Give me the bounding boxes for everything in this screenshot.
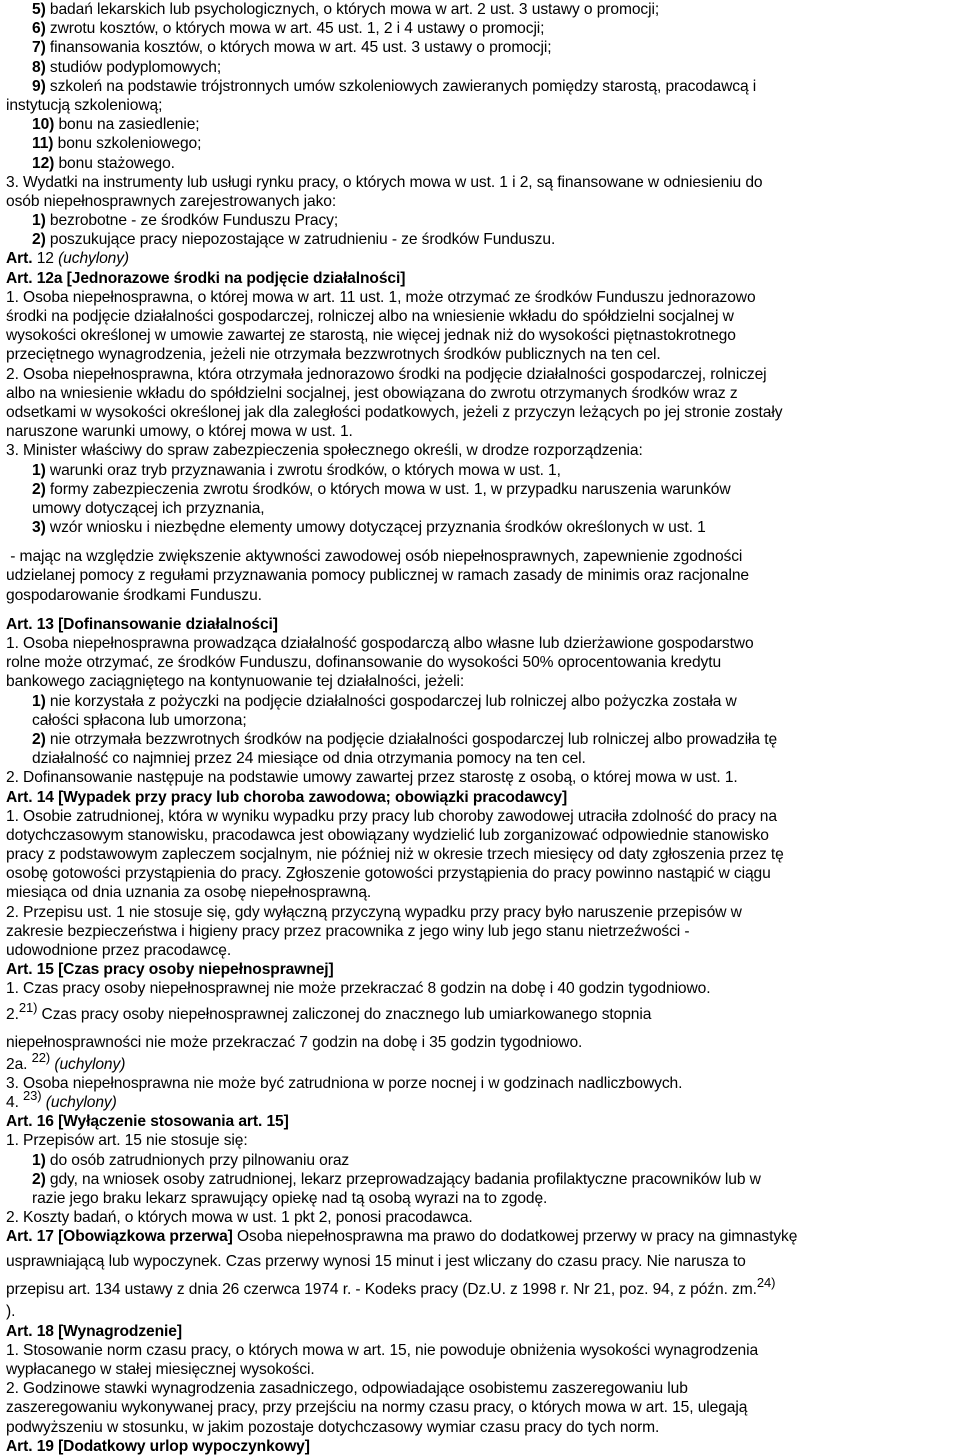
text-run: udzielanej pomocy z regułami przyznawania pomocy publicznej w ramach zasady de minimis oraz racjonalne [6, 567, 749, 585]
text-line [6, 1074, 954, 1093]
text-run: bankowego zaciągniętego na kontynuowanie tej działalności, jeżeli: [6, 673, 465, 691]
text-run: 2. Godzinowe stawki wynagrodzenia zasadniczego, odpowiadające osobistemu zaszeregowaniu lub [6, 1380, 688, 1398]
text-run: 12) [32, 154, 55, 172]
text-line [6, 1322, 954, 1341]
text-run: 5) [32, 1, 46, 18]
text-run: 2) [32, 231, 46, 249]
text-run: osób niepełnosprawnych zarejestrowanych jako: [6, 192, 337, 210]
text-line [6, 826, 954, 845]
text-line [6, 518, 954, 537]
text-line [6, 1437, 954, 1456]
text-line [6, 1379, 954, 1398]
text-run: przepisu art. 134 ustawy z dnia 26 czerwca 1974 r. - Kodeks pracy (Dz.U. z 1998 r. Nr 21, poz. 94, z późn. zm. [6, 1281, 757, 1299]
text-line [6, 1170, 954, 1189]
text-run: 1. Przepisów art. 15 nie stosuje się: [6, 1132, 248, 1150]
text-run: 15 [Czas pracy osoby niepełnosprawnej] [32, 961, 334, 979]
text-run: środki na podjęcie działalności gospodarczej, rolniczej albo na wniesienie wkładu do spółdzielni socjalnej w [6, 308, 734, 325]
text-line [6, 1302, 954, 1321]
text-line [6, 192, 954, 211]
text-run: 1. Osobie zatrudnionej, która w wyniku wypadku przy pracy lub choroby zawodowej utraciła zdolność do pracy na [6, 807, 777, 825]
text-run: naruszone warunki umowy, o której mowa w ust. 1. [6, 423, 353, 441]
text-run: instytucją szkoleniową; [6, 96, 163, 114]
text-line [6, 269, 954, 288]
text-run: przeciętnego wynagrodzenia, jeżeli nie otrzymała bezzwrotnych środków publicznych na ten cel. [6, 346, 661, 364]
text-line [6, 634, 954, 653]
text-line [6, 480, 954, 499]
text-line [6, 326, 954, 345]
text-line [6, 615, 954, 634]
text-line [6, 730, 954, 749]
text-line [6, 1027, 954, 1055]
text-run: 4. [6, 1093, 24, 1111]
text-run: nie korzystała z pożyczki na podjęcie działalności gospodarczej lub rolniczej albo pożyczka została w [45, 692, 737, 710]
text-run: 1. Osoba niepełnosprawna, o której mowa w art. 11 ust. 1, może otrzymać ze środków Funduszu jednorazowo [6, 288, 756, 306]
text-line [6, 1418, 954, 1437]
text-run: zaszeregowaniu wykonywanej pracy, przy przejściu na normy czasu pracy, o których mowa w art. 15, ulegają [6, 1399, 748, 1417]
text-line [6, 1189, 954, 1208]
text-run: 2. Przepisu ust. 1 nie stosuje się, gdy wyłączną przyczyną wypadku przy pracy było naruszenie przepisów w [6, 903, 742, 921]
text-run: wysokości określonej w umowie zawartej ze starostą, nie więcej jednak niż do wysokości piętnastokrotnego [6, 327, 736, 345]
paragraph-gap [6, 605, 954, 615]
text-line [6, 864, 954, 883]
footnote-ref: 24) [756, 1275, 776, 1291]
text-run: 3. Osoba niepełnosprawna nie może być zatrudniona w porze nocnej i w godzinach nadliczbowych. [6, 1074, 683, 1092]
text-run: 3) [32, 519, 46, 537]
text-run: 10) [32, 116, 55, 134]
text-run: Art. [6, 788, 33, 806]
text-line [6, 19, 954, 38]
text-run: nie otrzymała bezzwrotnych środków na podjęcie działalności gospodarczej lub rolniczej albo prowadziła tę [45, 730, 778, 748]
text-line [6, 58, 954, 77]
text-run: Czas pracy osoby niepełnosprawnej zaliczonej do znacznego lub umiarkowanego stopnia [37, 1005, 652, 1023]
text-run: Art. [6, 1228, 33, 1246]
text-run: razie jego braku lekarz sprawujący opiekę nad tą osobą wyrazi na to zgodę. [32, 1189, 548, 1207]
text-line [6, 1227, 954, 1246]
text-run: warunki oraz tryb przyznawania i zwrotu środków, o których mowa w ust. 1, [45, 461, 561, 479]
text-run: 18 [Wynagrodzenie] [32, 1322, 182, 1340]
text-run: 13 [Dofinansowanie działalności] [32, 615, 278, 633]
text-run: (uchylony) [41, 1093, 117, 1111]
text-run: 14 [Wypadek przy pracy lub choroba zawodowa; obowiązki pracodawcy] [32, 788, 568, 806]
text-run: pracy z podstawowym zapleczem socjalnym, nie później niż w okresie trzech miesięcy od daty zgłoszenia przez tę [6, 846, 784, 864]
text-run: bonu szkoleniowego; [53, 135, 202, 153]
text-line [6, 345, 954, 364]
text-line [6, 365, 954, 384]
text-line [6, 1112, 954, 1131]
text-run: 12a [Jednorazowe środki na podjęcie działalności] [32, 269, 406, 287]
footnote-ref: 23) [23, 1087, 42, 1103]
text-run: Osoba niepełnosprawna ma prawo do dodatkowej przerwy w pracy na gimnastykę [232, 1228, 798, 1246]
text-run: bezrobotne - ze środków Funduszu Pracy; [45, 212, 339, 230]
text-run: osobę gotowości przystąpienia do pracy. Zgłoszenie gotowości przystąpienia do pracy powinno nastąpić w ciągu [6, 865, 771, 883]
paragraph-gap [6, 537, 954, 547]
text-run: wzór wniosku i niezbędne elementy umowy dotyczącej przyznania środków określonych w ust. 1 [45, 519, 706, 537]
text-run: 3. Wydatki na instrumenty lub usługi rynku pracy, o których mowa w ust. 1 i 2, są finansowane w odniesieniu do [6, 173, 763, 191]
text-line [6, 461, 954, 480]
text-run: działalność co najmniej przez 24 miesiące od dnia otrzymania pomocy na ten cel. [32, 750, 586, 768]
text-line [6, 441, 954, 460]
text-run: 19 [Dodatkowy urlop wypoczynkowy] [32, 1437, 310, 1455]
text-line [6, 1274, 954, 1302]
text-run: 1) [32, 692, 46, 710]
text-run: 9) [32, 77, 46, 95]
text-run: dotychczasowym stanowisku, pracodawca jest obowiązany wydzielić lub zorganizować odpowiednie stanowisko [6, 826, 769, 844]
text-run: 2) [32, 1170, 46, 1188]
text-line [6, 1087, 954, 1112]
text-run: 7) [32, 39, 46, 57]
text-line [6, 1341, 954, 1360]
text-line [6, 1049, 954, 1074]
text-run: 11) [32, 135, 54, 153]
text-run: bonu stażowego. [54, 154, 175, 172]
text-line [6, 154, 954, 173]
text-run: gospodarowanie środkami Funduszu. [6, 586, 262, 604]
text-run: (uchylony) [50, 1055, 126, 1073]
text-line [6, 788, 954, 807]
text-run: udowodnione przez pracodawcę. [6, 942, 232, 959]
text-run: 1) [32, 212, 46, 230]
text-line [6, 134, 954, 153]
text-line [6, 653, 954, 672]
text-line [6, 768, 954, 787]
footnote-ref: 22) [31, 1049, 51, 1065]
text-run: odsetkami w wysokości określonej jak dla zaległości podatkowych, jeżeli z przyczyn leżących po jej stronie zostały [6, 403, 783, 421]
text-run: gdy, na wniosek osoby zatrudnionej, lekarz przeprowadzający badania profilaktyczne pracowników lub w [45, 1170, 761, 1188]
text-run: umowy dotyczącej ich przyznania, [32, 499, 265, 517]
text-run: finansowania kosztów, o których mowa w art. 45 ust. 3 ustawy o promocji; [45, 39, 552, 57]
text-run: miesiąca od dnia uznania za osobę niepełnosprawną. [6, 884, 372, 902]
text-line [6, 672, 954, 691]
text-line [6, 566, 954, 585]
text-run: 3. Minister właściwy do spraw zabezpieczenia społecznego określi, w drodze rozporządzenia: [6, 442, 643, 460]
text-line [6, 0, 954, 19]
text-run: ). [6, 1303, 16, 1321]
text-line [6, 547, 954, 566]
text-run: 2. [6, 1005, 19, 1023]
text-run: formy zabezpieczenia zwrotu środków, o których mowa w ust. 1, w przypadku naruszenia warunków [45, 480, 731, 498]
text-run: 2. Dofinansowanie następuje na podstawie umowy zawartej przez starostę z osobą, o której mowa w ust. 1. [6, 769, 738, 787]
text-line [6, 922, 954, 941]
text-line [6, 422, 954, 441]
text-run: poszukujące pracy niepozostające w zatrudnieniu - ze środków Funduszu. [45, 231, 556, 249]
text-line [6, 307, 954, 326]
text-line [6, 403, 954, 422]
text-run: 1. Czas pracy osoby niepełnosprawnej nie może przekraczać 8 godzin na dobę i 40 godzin tygodniowo. [6, 980, 711, 998]
text-line [6, 711, 954, 730]
text-run: 8) [32, 58, 46, 76]
text-run: Art. [6, 269, 33, 287]
text-line [6, 1246, 954, 1274]
text-run: zakresie bezpieczeństwa i higieny pracy przez pracownika z jego winy lub jego stanu nietrzeźwości - [6, 922, 690, 940]
text-run: 1) [32, 461, 46, 479]
text-run: 1. Stosowanie norm czasu pracy, o których mowa w art. 15, nie powoduje obniżenia wysokości wynagrodzenia [6, 1341, 759, 1359]
text-line [6, 586, 954, 605]
text-run: usprawniającą lub wypoczynek. Czas przerwy wynosi 15 minut i jest wliczany do czasu pracy. Nie narusza to [6, 1253, 746, 1271]
text-run: 1. Osoba niepełnosprawna prowadząca działalność gospodarczą albo własne lub dzierżawione gospodarstwo [6, 635, 754, 652]
text-line [6, 384, 954, 403]
text-run: 2. Koszty badań, o których mowa w ust. 1 pkt 2, ponosi pracodawca. [6, 1209, 473, 1227]
text-run: 17 [Obowiązkowa przerwa] [32, 1228, 233, 1246]
text-line [6, 1398, 954, 1417]
text-line [6, 941, 954, 960]
text-line [6, 1360, 954, 1379]
text-run: niepełnosprawności nie może przekraczać 7 godzin na dobę i 35 godzin tygodniowo. [6, 1033, 583, 1051]
text-run: Art. [6, 1437, 33, 1455]
text-run: Art. [6, 961, 33, 979]
text-line [6, 115, 954, 134]
text-line [6, 845, 954, 864]
text-run: wypłacanego w stałej miesięcznej wysokości. [6, 1361, 315, 1378]
text-line [6, 1151, 954, 1170]
text-run: (uchylony) [58, 250, 130, 268]
text-run: zwrotu kosztów, o których mowa w art. 45 ust. 1, 2 i 4 ustawy o promocji; [45, 20, 545, 38]
text-line [6, 230, 954, 249]
text-run: 2) [32, 730, 46, 748]
text-line [6, 249, 954, 268]
text-line [6, 999, 954, 1027]
text-line [6, 499, 954, 518]
text-run: bonu na zasiedlenie; [54, 116, 200, 134]
text-run: 16 [Wyłączenie stosowania art. 15] [32, 1113, 289, 1131]
text-line [6, 749, 954, 768]
text-line [6, 1208, 954, 1227]
text-line [6, 77, 954, 96]
text-run: rolne może otrzymać, ze środków Funduszu, dofinansowanie do wysokości 50% oprocentowania kredytu [6, 654, 722, 672]
text-run: podwyższeniu w stosunku, w jakim pozostaje dotychczasowy wymiar czasu pracy do tych norm. [6, 1418, 660, 1436]
text-run: do osób zatrudnionych przy pilnowaniu oraz [45, 1151, 350, 1169]
text-run: studiów podyplomowych; [45, 58, 222, 76]
text-run: Art. [6, 1113, 33, 1131]
text-line [6, 979, 954, 998]
text-line [6, 288, 954, 307]
text-run: 2a. [6, 1055, 32, 1073]
text-run: 2) [32, 480, 46, 498]
text-line [6, 211, 954, 230]
text-run: 6) [32, 20, 46, 38]
text-run: badań lekarskich lub psychologicznych, o których mowa w art. 2 ust. 3 ustawy o promocji; [45, 1, 660, 18]
text-run: 2. Osoba niepełnosprawna, która otrzymała jednorazowo środki na podjęcie działalności gospodarczej, rolniczej [6, 365, 767, 383]
text-run: 1) [32, 1151, 46, 1169]
text-run: Art. [6, 615, 33, 633]
text-line [6, 1131, 954, 1150]
text-line [6, 807, 954, 826]
text-line [6, 903, 954, 922]
text-run: Art. [6, 1322, 33, 1340]
text-line [6, 173, 954, 192]
text-line [6, 883, 954, 902]
text-line [6, 38, 954, 57]
footnote-ref: 21) [18, 999, 38, 1015]
text-line [6, 96, 954, 115]
text-line [6, 692, 954, 711]
text-run: całości spłacona lub umorzona; [32, 711, 247, 729]
text-run: szkoleń na podstawie trójstronnych umów szkoleniowych zawieranych pomiędzy starostą, pracodawcą i [45, 77, 757, 95]
text-run: Art. [6, 250, 33, 268]
text-run: albo na wniesienie wkładu do spółdzielni socjalnej, jest obowiązana do zwrotu otrzymanych środków wraz z [6, 384, 738, 402]
text-run: 12 [32, 250, 59, 268]
text-line [6, 960, 954, 979]
text-run: - mając na względzie zwiększenie aktywności zawodowej osób niepełnosprawnych, zapewnienie zgodności [6, 548, 743, 566]
